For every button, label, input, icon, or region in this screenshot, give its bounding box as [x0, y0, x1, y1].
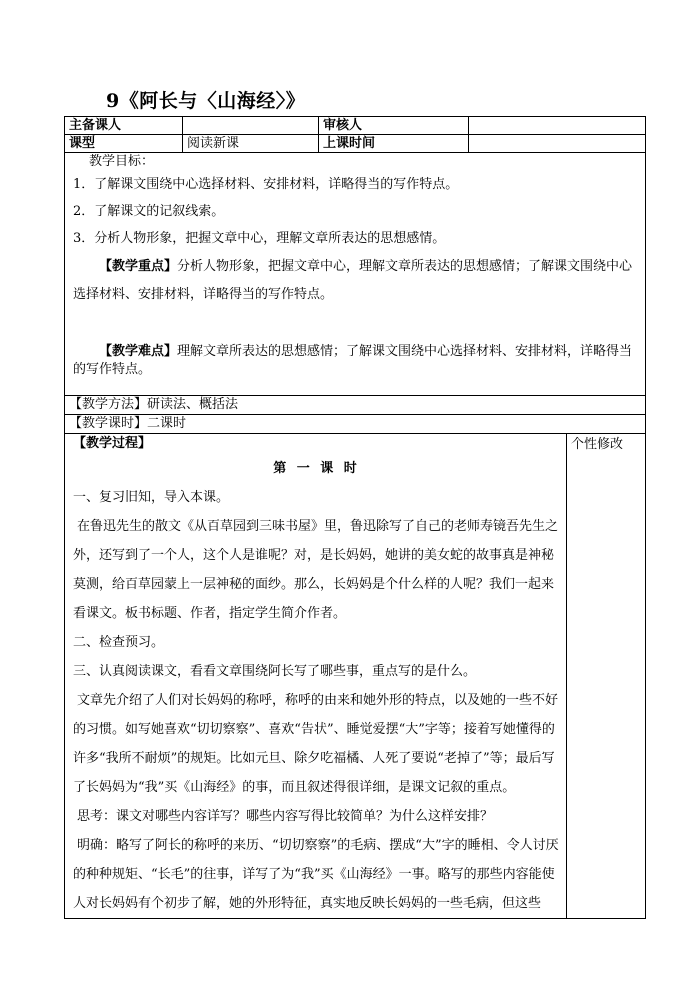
process-label: 【教学过程】 — [73, 436, 152, 451]
header-row-1 — [65, 117, 646, 135]
method-cell — [65, 396, 646, 415]
process-paragraph: 在鲁迅先生的散文《从百草园到三味书屋》里，鲁迅除写了自己的老师寿镜吾先生之外，还写到了一个人，这个人是谁呢？对，是长妈妈，她讲的美女蛇的故事真是神秘莫测，给百草园蒙上一层神秘的面纱。那么，长妈妈是个什么样的人呢？我们一起来看课文。板书标题、作者，指定学生简介作者。 — [73, 519, 559, 621]
teaching-difficulty-text: 理解文章所表达的思想感情；了解课文围绕中心选择材料、安排材料，详略得当的写作特点。 — [73, 344, 633, 377]
teaching-focus-text: 分析人物形象，把握文章中心，理解文章所表达的思想感情；了解课文围绕中心选择材料、安排材料，详略得当的写作特点。 — [73, 259, 633, 302]
teaching-difficulty-label: 【教学难点】 — [99, 344, 178, 359]
process-cell — [65, 434, 567, 919]
hours-cell — [65, 415, 646, 434]
process-paragraph: 文章先介绍了人们对长妈妈的称呼，称呼的由来和她外形的特点，以及她的一些不好的习惯。如写她喜欢“切切察察”、喜欢“告状”、睡觉爱摆“大”字等；接着写她懂得的许多“我所不耐烦”的规矩。比如元旦、除夕吃福橘、人死了要说“老掉了”等；最后写了长妈妈为“我”买《山海经》的事，而且叙述得很详细，是课文记叙的重点。 — [73, 693, 559, 795]
objectives-row — [65, 153, 646, 396]
objectives-heading: 教学目标： — [89, 154, 155, 169]
process-paragraph: 二、检查预习。 — [73, 635, 165, 650]
reviewer-value — [469, 117, 646, 135]
lesson-type-value: 阅读新课 — [183, 135, 319, 153]
process-paragraph: 三、认真阅读课文，看看文章围绕阿长写了哪些事，重点写的是什么。 — [73, 664, 477, 679]
process-paragraph: 一、复习旧知，导入本课。 — [73, 490, 230, 505]
hours-label: 【教学课时】 — [69, 416, 148, 431]
header-row-2 — [65, 135, 646, 153]
method-row — [65, 396, 646, 415]
objective-item: 1．了解课文围绕中心选择材料、安排材料，详略得当的写作特点。 — [73, 177, 459, 192]
teaching-focus-label: 【教学重点】 — [99, 259, 178, 274]
preparer-value — [183, 117, 319, 135]
process-content — [73, 454, 560, 918]
lesson-type-label: 课型 — [65, 135, 183, 153]
lesson-title: 9《阿长与〈山海经〉》 — [106, 90, 306, 112]
reviewer-label: 审核人 — [319, 117, 469, 135]
preparer-label: 主备课人 — [65, 117, 183, 135]
objectives-cell — [65, 153, 646, 396]
process-row — [65, 434, 646, 919]
objective-item: 2．了解课文的记叙线索。 — [73, 204, 225, 219]
personal-revision-header: 个性修改 — [571, 437, 624, 452]
teaching-focus — [73, 253, 639, 309]
process-paragraph: 明确：略写了阿长的称呼的来历、“切切察察”的毛病、摆成“大”字的睡相、令人讨厌的种种规矩、“长毛”的往事，详写了为“我”买《山海经》一事。略写的那些内容能使人对长妈妈有个初步了解，她的外形特征，真实地反映长妈妈的一些毛病，但这些 — [73, 838, 559, 911]
method-label: 【教学方法】 — [69, 397, 148, 412]
class-time-value — [469, 135, 646, 153]
class-time-label: 上课时间 — [319, 135, 469, 153]
lesson-period-title: 第 一 课 时 — [273, 461, 360, 476]
hours-row — [65, 415, 646, 434]
process-paragraph: 思考：课文对哪些内容详写？哪些内容写得比较简单？为什么这样安排？ — [77, 809, 494, 824]
hours-text: 二课时 — [147, 416, 187, 431]
teaching-difficulty — [73, 343, 639, 379]
lesson-plan-table — [64, 116, 645, 919]
personal-revision-cell — [567, 434, 646, 919]
objective-item: 3．分析人物形象，把握文章中心，理解文章所表达的思想感情。 — [73, 231, 446, 246]
method-text: 研读法、概括法 — [147, 397, 239, 412]
